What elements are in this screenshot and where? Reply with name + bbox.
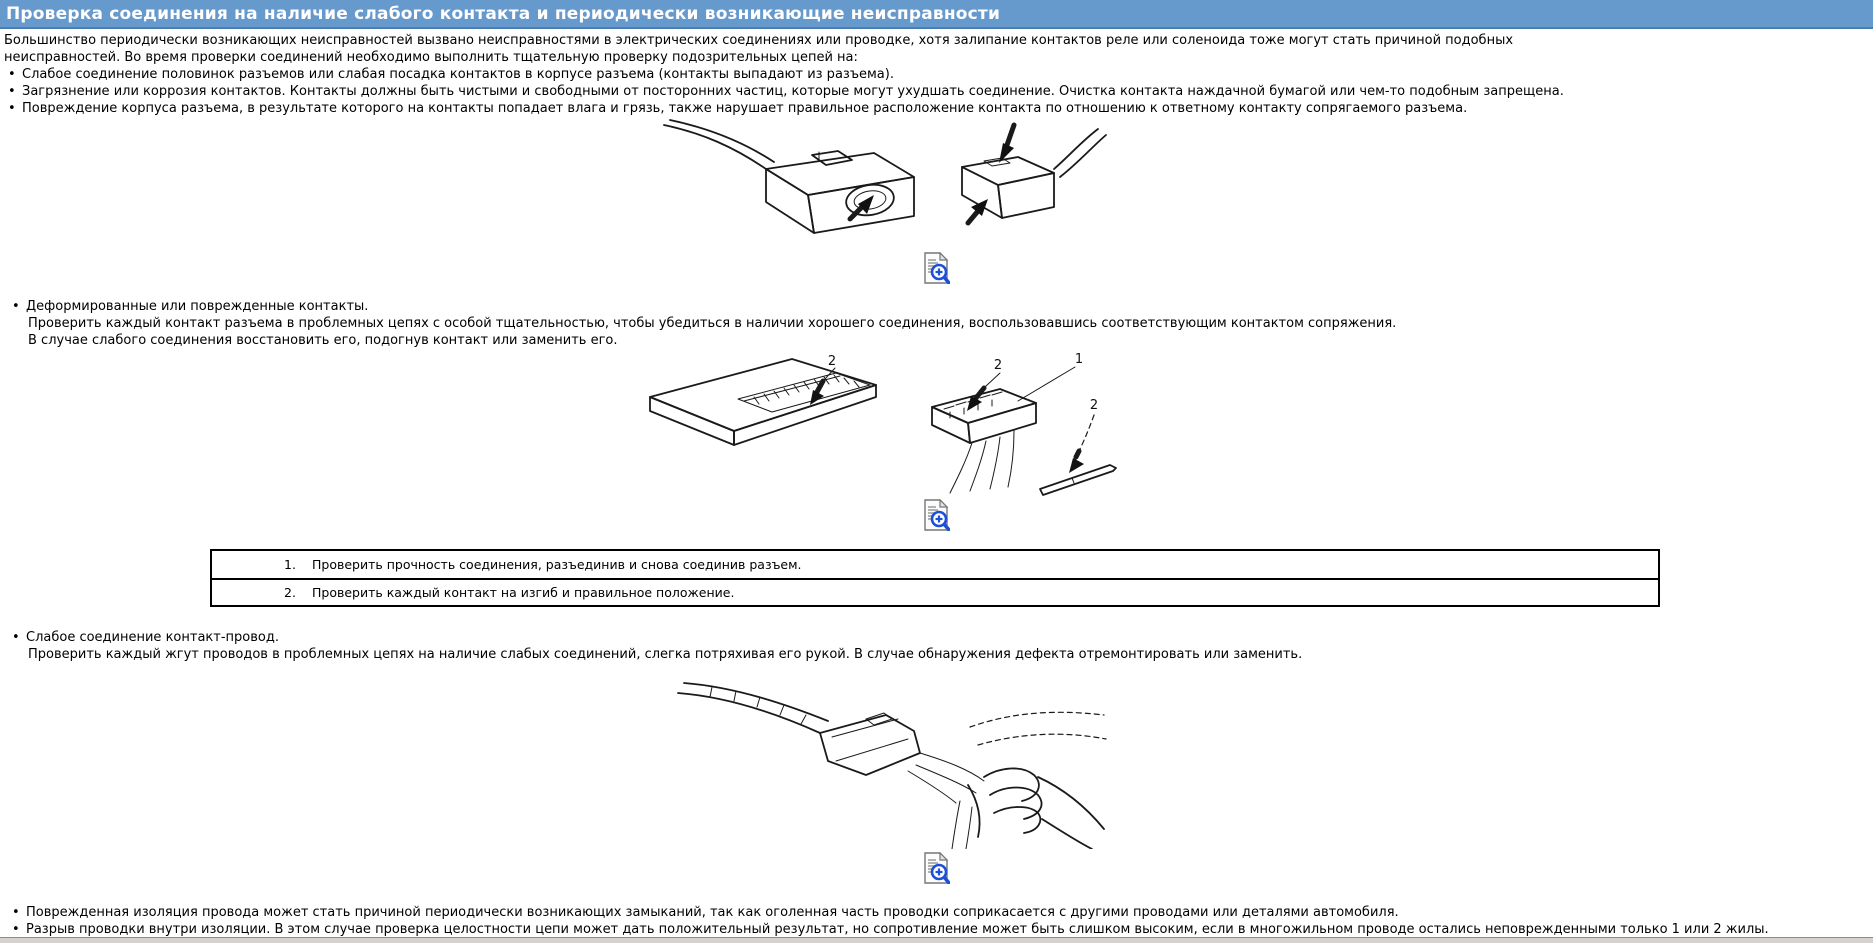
connector-halves-figure (0, 119, 1828, 249)
figure1-zoom-row (0, 252, 1873, 284)
zoom-image-icon[interactable] (923, 852, 950, 884)
intro-paragraph: Большинство периодически возникающих неисправностей вызвано неисправностями в электрических соединениях или проводке, хотя залипание контактов реле или соленоида тоже могут стать причиной подобных неисправностей. Во время проверки соединений необходимо выполнить тщательную проверку подозрительных цепей на: (4, 33, 1514, 65)
row-text: Проверить прочность соединения, разъединив и снова соединив разъем. (312, 557, 802, 572)
connector-halves-illustration (662, 119, 1122, 249)
harness-shake-figure (0, 673, 1828, 849)
row-number: 2. (284, 585, 296, 600)
bullet-detail: Проверить каждый жгут проводов в проблемных цепях на наличие слабых соединений, слегка потряхивая его рукой. В случае обнаружения дефекта отремонтировать или заменить. (28, 647, 1303, 662)
figure2-zoom-row (0, 499, 1873, 531)
bullet-detail: Проверить каждый контакт разъема в проблемных цепях с особой тщательностью, чтобы убедиться в наличии хорошего соединения, воспользовавшись соответствующим контактом сопряжения. (28, 316, 1397, 331)
row-text: Проверить каждый контакт на изгиб и правильное положение. (312, 585, 735, 600)
row-number: 1. (284, 557, 296, 572)
svg-text:2: 2 (1089, 398, 1098, 413)
table-row (212, 578, 1658, 605)
closing-item: • Разрыв проводки внутри изоляции. В этом случае проверка целостности цепи может дать положительный результат, но сопротивление может быть слишком высоким, если в многожильном проводе остались неповрежденными только 1 или 2 жилы. (4, 921, 1869, 938)
page-title: Проверка соединения на наличие слабого контакта и периодически возникающие неисправности (6, 3, 1001, 24)
terminal-check-illustration (642, 351, 1142, 496)
bullet-item: • Слабое соединение контакт-провод. (4, 629, 1869, 646)
svg-text:2: 2 (827, 354, 836, 369)
figure3-zoom-row (0, 852, 1873, 884)
procedure-table (210, 549, 1660, 607)
closing-notes (0, 904, 1873, 938)
loose-contact-section (0, 629, 1873, 663)
zoom-image-icon[interactable] (923, 499, 950, 531)
bullet-detail: В случае слабого соединения восстановить его, подогнув контакт или заменить его. (28, 333, 618, 348)
bullet-item: • Деформированные или поврежденные контакты. (4, 298, 1869, 315)
checklist-item: • Слабое соединение половинок разъемов или слабая посадка контактов в корпусе разъема (контакты выпадают из разъема). (0, 66, 1873, 83)
terminal-check-figure (0, 351, 1828, 496)
checklist (0, 66, 1873, 117)
zoom-image-icon[interactable] (923, 252, 950, 284)
checklist-item: • Повреждение корпуса разъема, в результате которого на контакты попадает влага и грязь, также нарушает правильное расположение контакта по отношению к ответному контакту сопрягаемого разъема. (0, 100, 1873, 117)
horizontal-scrollbar[interactable] (0, 937, 1873, 943)
svg-text:1: 1 (1074, 352, 1083, 367)
title-bar (0, 0, 1873, 29)
deformed-contacts-section (0, 298, 1873, 349)
table-row (212, 551, 1658, 578)
harness-shake-illustration (672, 673, 1112, 849)
svg-text:2: 2 (993, 358, 1002, 373)
closing-item: • Поврежденная изоляция провода может стать причиной периодически возникающих замыканий, так как оголенная часть проводки соприкасается с другими проводами или деталями автомобиля. (4, 904, 1869, 921)
checklist-item: • Загрязнение или коррозия контактов. Контакты должны быть чистыми и свободными от посторонних частиц, которые могут ухудшать соединение. Очистка контакта наждачной бумагой или чем-то подобным запрещена. (0, 83, 1873, 100)
